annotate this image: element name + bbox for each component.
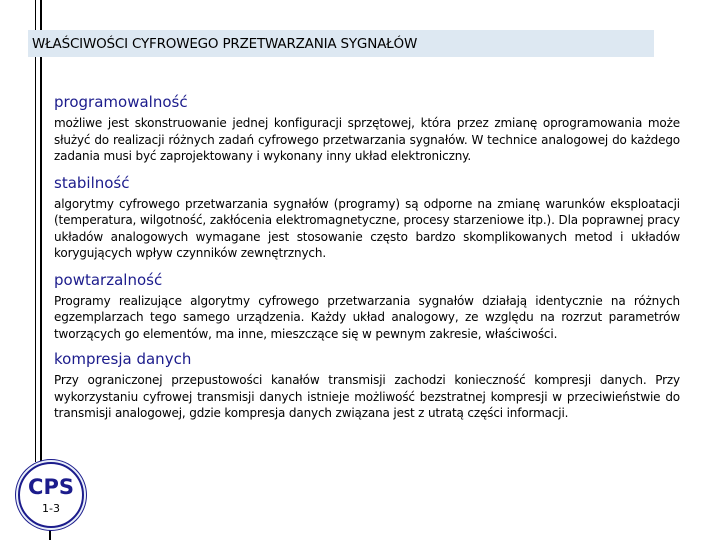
left-rule-line-inner xyxy=(40,0,42,30)
cps-logo-badge xyxy=(18,462,84,528)
left-rule-line-outer xyxy=(35,0,36,30)
section-kompresja-danych xyxy=(54,349,680,422)
section-powtarzalnosc xyxy=(54,270,680,343)
slide-title: WŁAŚCIWOŚCI CYFROWEGO PRZETWARZANIA SYGNAŁÓW xyxy=(32,35,418,52)
slide-title-bar xyxy=(28,30,654,57)
section-stabilnosc xyxy=(54,173,680,262)
section-heading: kompresja danych xyxy=(54,350,192,368)
section-heading: stabilność xyxy=(54,173,130,192)
page-number: 1-3 xyxy=(42,502,60,515)
slide-content xyxy=(54,92,680,422)
section-heading: powtarzalność xyxy=(54,270,163,289)
section-text: algorytmy cyfrowego przetwarzania sygnałów (programy) są odporne na zmianę warunków eksploatacji (temperatura, wilgotność, zakłócenia elektromagnetyczne, procesy starzeniowe itp.). Dla poprawnej pracy układów analogowych wymagane jest stosowanie często bardzo skomplikowanych metod i układów korygujących wpływ czynników zewnętrznych. xyxy=(54,196,680,260)
left-rule-line-outer-lower xyxy=(35,57,36,462)
section-text: Programy realizujące algorytmy cyfrowego przetwarzania sygnałów działają identycznie na różnych egzemplarzach tego samego urządzenia. Każdy układ analogowy, ze względu na rozrzut parametrów tworzących go elementów, ma inne, mieszczące się w pewnym zakresie, właściwości. xyxy=(54,293,680,341)
section-text: Przy ograniczonej przepustowości kanałów transmisji zachodzi konieczność kompresji danych. Przy wykorzystaniu cyfrowej transmisji danych istnieje możliwość bezstratnej kompresji w przeciwieństwie do transmisji analogowej, gdzie kompresja danych związana jest z utratą części informacji. xyxy=(54,373,680,420)
section-heading: programowalność xyxy=(54,93,188,111)
section-text: możliwe jest skonstruowanie jednej konfiguracji sprzętowej, która przez zmianę oprogramowania może służyć do realizacji różnych zadań cyfrowego przetwarzania sygnałów. W technice analogowej do każdego zadania musi być zaprojektowany i wykonany inny układ elektroniczny. xyxy=(54,116,680,163)
logo-rule-line-bottom xyxy=(49,528,51,540)
logo-text: CPS xyxy=(28,475,74,499)
left-rule-line-inner-lower xyxy=(40,57,42,462)
section-programowalnosc xyxy=(54,92,680,165)
